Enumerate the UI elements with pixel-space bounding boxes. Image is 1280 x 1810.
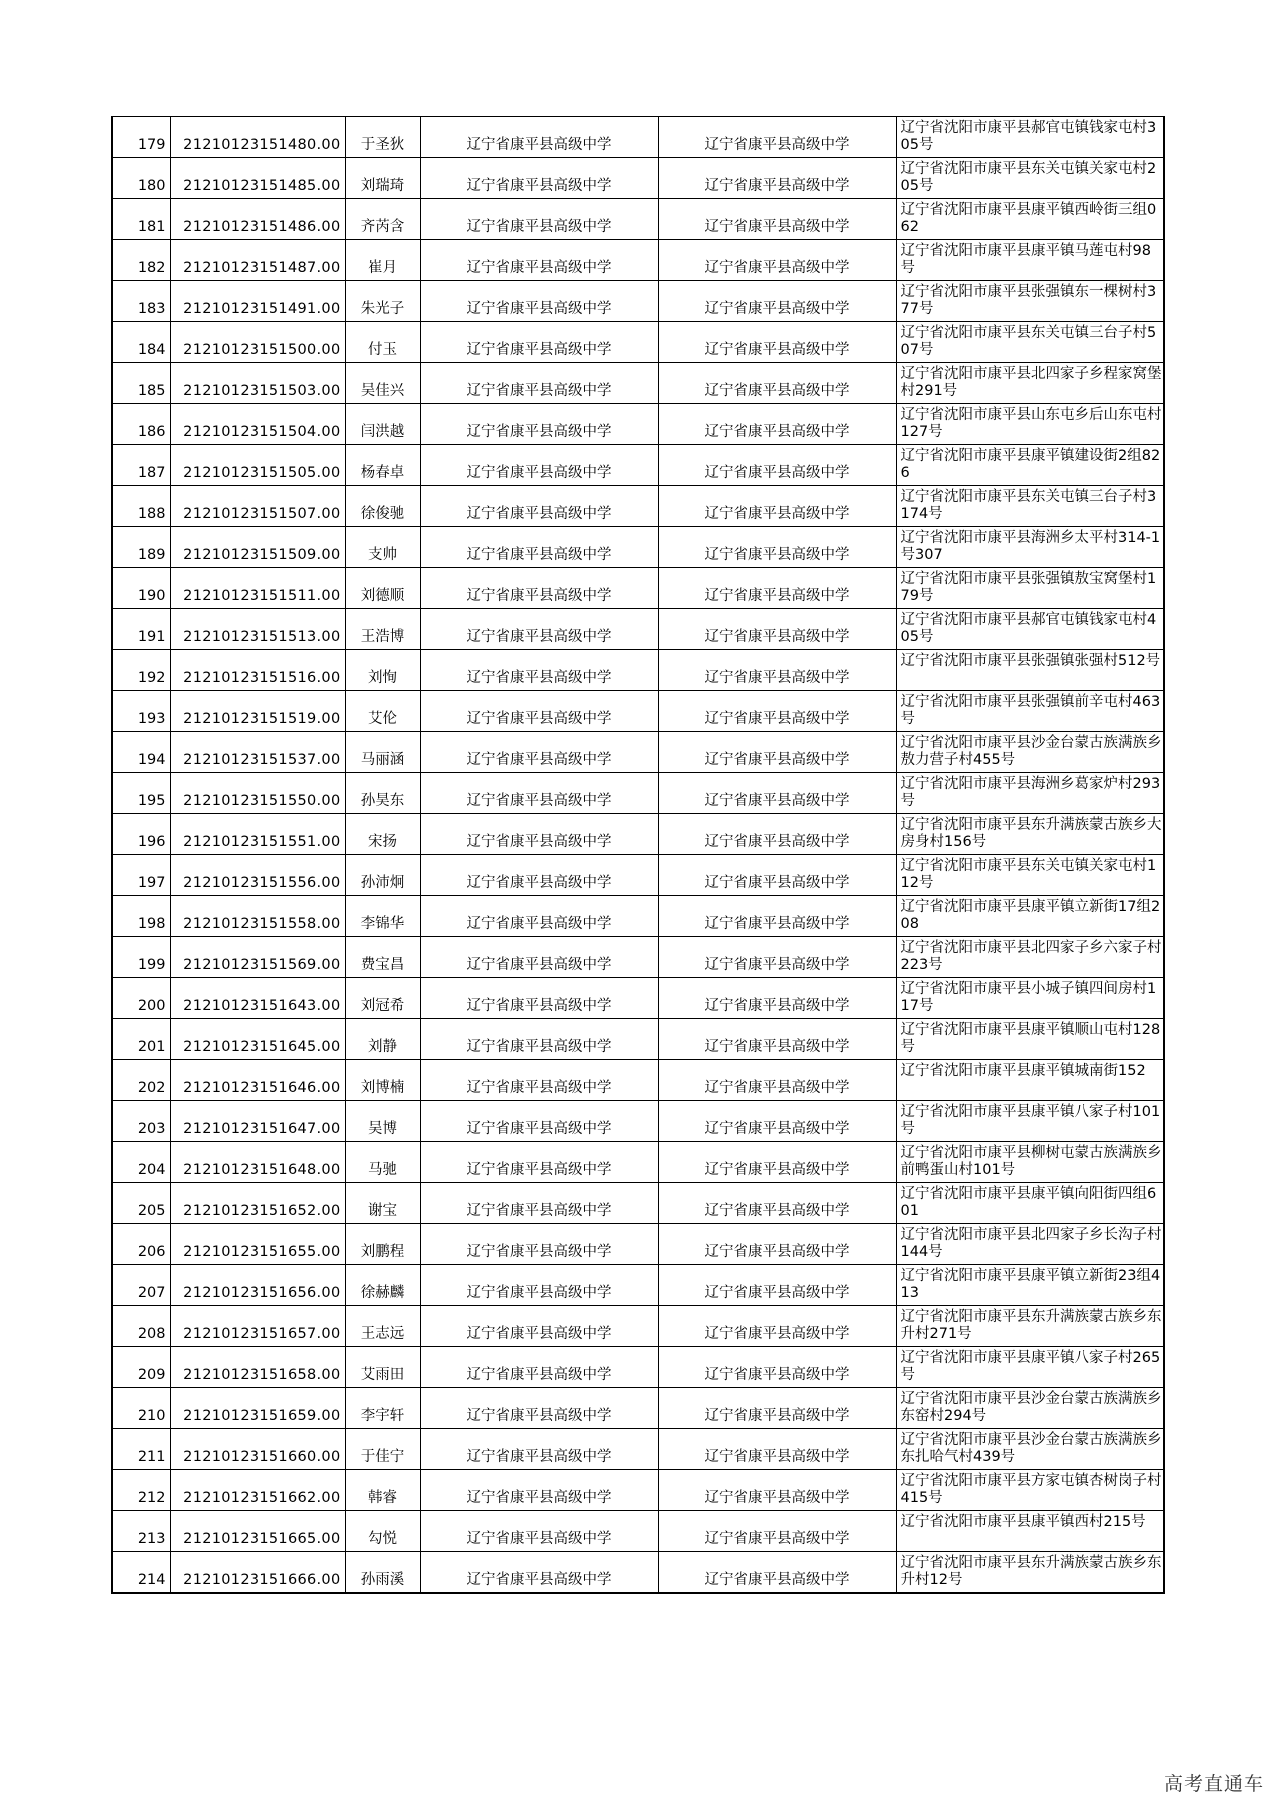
row-number-cell: 202 bbox=[112, 1060, 170, 1101]
graduation-school-cell: 辽宁省康平县高级中学 bbox=[658, 568, 896, 609]
student-name-cell: 马驰 bbox=[345, 1142, 420, 1183]
address-text: 辽宁省沈阳市康平县东升满族蒙古族乡东升村12号 bbox=[900, 1555, 1162, 1588]
table-row bbox=[112, 609, 1164, 650]
address-cell bbox=[896, 1470, 1164, 1511]
table-row bbox=[112, 732, 1164, 773]
school-cell: 辽宁省康平县高级中学 bbox=[420, 117, 658, 158]
school-cell: 辽宁省康平县高级中学 bbox=[420, 1224, 658, 1265]
graduation-school-cell: 辽宁省康平县高级中学 bbox=[658, 1552, 896, 1593]
graduation-school-cell: 辽宁省康平县高级中学 bbox=[658, 445, 896, 486]
row-number-cell: 180 bbox=[112, 158, 170, 199]
school-cell: 辽宁省康平县高级中学 bbox=[420, 1265, 658, 1306]
graduation-school-cell: 辽宁省康平县高级中学 bbox=[658, 937, 896, 978]
student-name-cell: 艾伦 bbox=[345, 691, 420, 732]
address-text: 辽宁省沈阳市康平县康平镇西岭街三组062 bbox=[900, 202, 1157, 235]
address-text: 辽宁省沈阳市康平县康平镇八家子村265号 bbox=[900, 1350, 1161, 1383]
row-number-cell: 179 bbox=[112, 117, 170, 158]
address-cell bbox=[896, 1265, 1164, 1306]
exam-id-cell: 21210123151660.00 bbox=[170, 1429, 345, 1470]
graduation-school-cell: 辽宁省康平县高级中学 bbox=[658, 1429, 896, 1470]
row-number-cell: 209 bbox=[112, 1347, 170, 1388]
table-row bbox=[112, 527, 1164, 568]
address-cell bbox=[896, 527, 1164, 568]
address-text: 辽宁省沈阳市康平县东关屯镇关家屯村112号 bbox=[900, 858, 1157, 891]
address-text: 辽宁省沈阳市康平县康平镇城南街152 bbox=[900, 1063, 1146, 1079]
address-cell bbox=[896, 732, 1164, 773]
row-number-cell: 211 bbox=[112, 1429, 170, 1470]
student-name-cell: 于佳宁 bbox=[345, 1429, 420, 1470]
row-number-cell: 184 bbox=[112, 322, 170, 363]
school-cell: 辽宁省康平县高级中学 bbox=[420, 240, 658, 281]
student-name-cell: 孙雨溪 bbox=[345, 1552, 420, 1593]
table-row bbox=[112, 1183, 1164, 1224]
address-cell bbox=[896, 814, 1164, 855]
table-row bbox=[112, 1388, 1164, 1429]
graduation-school-cell: 辽宁省康平县高级中学 bbox=[658, 650, 896, 691]
table-row bbox=[112, 1470, 1164, 1511]
row-number-cell: 195 bbox=[112, 773, 170, 814]
graduation-school-cell: 辽宁省康平县高级中学 bbox=[658, 1388, 896, 1429]
exam-id-cell: 21210123151551.00 bbox=[170, 814, 345, 855]
address-text: 辽宁省沈阳市康平县东关屯镇三台子村3174号 bbox=[900, 489, 1157, 522]
row-number-cell: 193 bbox=[112, 691, 170, 732]
student-name-cell: 刘德顺 bbox=[345, 568, 420, 609]
table-row bbox=[112, 1019, 1164, 1060]
graduation-school-cell: 辽宁省康平县高级中学 bbox=[658, 732, 896, 773]
exam-id-cell: 21210123151505.00 bbox=[170, 445, 345, 486]
table-row bbox=[112, 814, 1164, 855]
address-cell bbox=[896, 650, 1164, 691]
address-text: 辽宁省沈阳市康平县康平镇马莲屯村98号 bbox=[900, 243, 1151, 276]
table-row bbox=[112, 855, 1164, 896]
exam-id-cell: 21210123151503.00 bbox=[170, 363, 345, 404]
school-cell: 辽宁省康平县高级中学 bbox=[420, 609, 658, 650]
address-cell bbox=[896, 568, 1164, 609]
student-name-cell: 宋扬 bbox=[345, 814, 420, 855]
address-text: 辽宁省沈阳市康平县康平镇顺山屯村128号 bbox=[900, 1022, 1161, 1055]
school-cell: 辽宁省康平县高级中学 bbox=[420, 1347, 658, 1388]
table-row bbox=[112, 650, 1164, 691]
address-cell bbox=[896, 240, 1164, 281]
graduation-school-cell: 辽宁省康平县高级中学 bbox=[658, 240, 896, 281]
table-row bbox=[112, 1429, 1164, 1470]
school-cell: 辽宁省康平县高级中学 bbox=[420, 1552, 658, 1593]
address-text: 辽宁省沈阳市康平县东关屯镇关家屯村205号 bbox=[900, 161, 1157, 194]
table-row bbox=[112, 322, 1164, 363]
school-cell: 辽宁省康平县高级中学 bbox=[420, 158, 658, 199]
exam-id-cell: 21210123151655.00 bbox=[170, 1224, 345, 1265]
student-name-cell: 孙沛炯 bbox=[345, 855, 420, 896]
address-cell bbox=[896, 486, 1164, 527]
address-cell bbox=[896, 1183, 1164, 1224]
student-roster-table bbox=[111, 116, 1165, 1594]
row-number-cell: 207 bbox=[112, 1265, 170, 1306]
school-cell: 辽宁省康平县高级中学 bbox=[420, 1429, 658, 1470]
student-name-cell: 王志远 bbox=[345, 1306, 420, 1347]
address-cell bbox=[896, 1388, 1164, 1429]
row-number-cell: 181 bbox=[112, 199, 170, 240]
address-cell bbox=[896, 1060, 1164, 1101]
student-name-cell: 孙昊东 bbox=[345, 773, 420, 814]
exam-id-cell: 21210123151487.00 bbox=[170, 240, 345, 281]
student-name-cell: 勾悦 bbox=[345, 1511, 420, 1552]
graduation-school-cell: 辽宁省康平县高级中学 bbox=[658, 158, 896, 199]
student-name-cell: 齐芮含 bbox=[345, 199, 420, 240]
address-text: 辽宁省沈阳市康平县方家屯镇杏树岗子村415号 bbox=[900, 1473, 1162, 1506]
exam-id-cell: 21210123151643.00 bbox=[170, 978, 345, 1019]
exam-id-cell: 21210123151485.00 bbox=[170, 158, 345, 199]
table-row bbox=[112, 1224, 1164, 1265]
graduation-school-cell: 辽宁省康平县高级中学 bbox=[658, 855, 896, 896]
table-row bbox=[112, 281, 1164, 322]
row-number-cell: 199 bbox=[112, 937, 170, 978]
row-number-cell: 200 bbox=[112, 978, 170, 1019]
school-cell: 辽宁省康平县高级中学 bbox=[420, 855, 658, 896]
table-row bbox=[112, 1306, 1164, 1347]
school-cell: 辽宁省康平县高级中学 bbox=[420, 650, 658, 691]
student-name-cell: 韩睿 bbox=[345, 1470, 420, 1511]
row-number-cell: 198 bbox=[112, 896, 170, 937]
address-text: 辽宁省沈阳市康平县康平镇立新街23组413 bbox=[900, 1268, 1161, 1301]
address-cell bbox=[896, 1019, 1164, 1060]
row-number-cell: 213 bbox=[112, 1511, 170, 1552]
row-number-cell: 194 bbox=[112, 732, 170, 773]
exam-id-cell: 21210123151666.00 bbox=[170, 1552, 345, 1593]
address-cell bbox=[896, 445, 1164, 486]
school-cell: 辽宁省康平县高级中学 bbox=[420, 486, 658, 527]
exam-id-cell: 21210123151648.00 bbox=[170, 1142, 345, 1183]
address-cell bbox=[896, 937, 1164, 978]
exam-id-cell: 21210123151486.00 bbox=[170, 199, 345, 240]
student-name-cell: 徐俊驰 bbox=[345, 486, 420, 527]
student-name-cell: 付玉 bbox=[345, 322, 420, 363]
watermark-text: 高考直通车 bbox=[1163, 1773, 1264, 1795]
school-cell: 辽宁省康平县高级中学 bbox=[420, 1060, 658, 1101]
student-name-cell: 徐赫麟 bbox=[345, 1265, 420, 1306]
graduation-school-cell: 辽宁省康平县高级中学 bbox=[658, 814, 896, 855]
graduation-school-cell: 辽宁省康平县高级中学 bbox=[658, 1265, 896, 1306]
school-cell: 辽宁省康平县高级中学 bbox=[420, 773, 658, 814]
student-name-cell: 杨春卓 bbox=[345, 445, 420, 486]
graduation-school-cell: 辽宁省康平县高级中学 bbox=[658, 281, 896, 322]
exam-id-cell: 21210123151556.00 bbox=[170, 855, 345, 896]
row-number-cell: 183 bbox=[112, 281, 170, 322]
school-cell: 辽宁省康平县高级中学 bbox=[420, 363, 658, 404]
graduation-school-cell: 辽宁省康平县高级中学 bbox=[658, 1347, 896, 1388]
row-number-cell: 188 bbox=[112, 486, 170, 527]
address-text: 辽宁省沈阳市康平县北四家子乡长沟子村144号 bbox=[900, 1227, 1162, 1260]
table-row bbox=[112, 199, 1164, 240]
exam-id-cell: 21210123151519.00 bbox=[170, 691, 345, 732]
address-cell bbox=[896, 1552, 1164, 1593]
graduation-school-cell: 辽宁省康平县高级中学 bbox=[658, 691, 896, 732]
table-body bbox=[112, 117, 1164, 1593]
address-text: 辽宁省沈阳市康平县东升满族蒙古族乡东升村271号 bbox=[900, 1309, 1162, 1342]
table-row bbox=[112, 240, 1164, 281]
exam-id-cell: 21210123151516.00 bbox=[170, 650, 345, 691]
school-cell: 辽宁省康平县高级中学 bbox=[420, 937, 658, 978]
graduation-school-cell: 辽宁省康平县高级中学 bbox=[658, 404, 896, 445]
student-name-cell: 朱光子 bbox=[345, 281, 420, 322]
school-cell: 辽宁省康平县高级中学 bbox=[420, 691, 658, 732]
address-text: 辽宁省沈阳市康平县东关屯镇三台子村507号 bbox=[900, 325, 1157, 358]
exam-id-cell: 21210123151658.00 bbox=[170, 1347, 345, 1388]
row-number-cell: 197 bbox=[112, 855, 170, 896]
student-name-cell: 马丽涵 bbox=[345, 732, 420, 773]
exam-id-cell: 21210123151509.00 bbox=[170, 527, 345, 568]
student-name-cell: 吴佳兴 bbox=[345, 363, 420, 404]
exam-id-cell: 21210123151656.00 bbox=[170, 1265, 345, 1306]
address-cell bbox=[896, 773, 1164, 814]
table-row bbox=[112, 691, 1164, 732]
row-number-cell: 201 bbox=[112, 1019, 170, 1060]
address-text: 辽宁省沈阳市康平县张强镇敖宝窝堡村179号 bbox=[900, 571, 1157, 604]
exam-id-cell: 21210123151480.00 bbox=[170, 117, 345, 158]
row-number-cell: 210 bbox=[112, 1388, 170, 1429]
table-row bbox=[112, 1552, 1164, 1593]
graduation-school-cell: 辽宁省康平县高级中学 bbox=[658, 1019, 896, 1060]
row-number-cell: 190 bbox=[112, 568, 170, 609]
address-text: 辽宁省沈阳市康平县康平镇建设街2组826 bbox=[900, 448, 1161, 481]
address-text: 辽宁省沈阳市康平县康平镇西村215号 bbox=[900, 1514, 1146, 1530]
graduation-school-cell: 辽宁省康平县高级中学 bbox=[658, 773, 896, 814]
graduation-school-cell: 辽宁省康平县高级中学 bbox=[658, 609, 896, 650]
address-cell bbox=[896, 855, 1164, 896]
student-name-cell: 李锦华 bbox=[345, 896, 420, 937]
exam-id-cell: 21210123151511.00 bbox=[170, 568, 345, 609]
school-cell: 辽宁省康平县高级中学 bbox=[420, 1183, 658, 1224]
school-cell: 辽宁省康平县高级中学 bbox=[420, 404, 658, 445]
student-name-cell: 谢宝 bbox=[345, 1183, 420, 1224]
school-cell: 辽宁省康平县高级中学 bbox=[420, 1101, 658, 1142]
graduation-school-cell: 辽宁省康平县高级中学 bbox=[658, 363, 896, 404]
student-name-cell: 崔月 bbox=[345, 240, 420, 281]
address-cell bbox=[896, 896, 1164, 937]
student-name-cell: 费宝昌 bbox=[345, 937, 420, 978]
school-cell: 辽宁省康平县高级中学 bbox=[420, 199, 658, 240]
row-number-cell: 196 bbox=[112, 814, 170, 855]
graduation-school-cell: 辽宁省康平县高级中学 bbox=[658, 527, 896, 568]
school-cell: 辽宁省康平县高级中学 bbox=[420, 322, 658, 363]
exam-id-cell: 21210123151507.00 bbox=[170, 486, 345, 527]
address-text: 辽宁省沈阳市康平县沙金台蒙古族满族乡东窑村294号 bbox=[900, 1391, 1162, 1424]
address-text: 辽宁省沈阳市康平县小城子镇四间房村117号 bbox=[900, 981, 1157, 1014]
exam-id-cell: 21210123151504.00 bbox=[170, 404, 345, 445]
table-row bbox=[112, 404, 1164, 445]
graduation-school-cell: 辽宁省康平县高级中学 bbox=[658, 199, 896, 240]
address-cell bbox=[896, 199, 1164, 240]
student-name-cell: 于圣狄 bbox=[345, 117, 420, 158]
address-text: 辽宁省沈阳市康平县沙金台蒙古族满族乡敖力营子村455号 bbox=[900, 735, 1162, 768]
address-cell bbox=[896, 1511, 1164, 1552]
row-number-cell: 187 bbox=[112, 445, 170, 486]
exam-id-cell: 21210123151537.00 bbox=[170, 732, 345, 773]
table-row bbox=[112, 1511, 1164, 1552]
row-number-cell: 203 bbox=[112, 1101, 170, 1142]
school-cell: 辽宁省康平县高级中学 bbox=[420, 896, 658, 937]
table-row bbox=[112, 158, 1164, 199]
address-cell bbox=[896, 691, 1164, 732]
exam-id-cell: 21210123151500.00 bbox=[170, 322, 345, 363]
address-text: 辽宁省沈阳市康平县康平镇立新街17组208 bbox=[900, 899, 1161, 932]
school-cell: 辽宁省康平县高级中学 bbox=[420, 1388, 658, 1429]
table-row bbox=[112, 1142, 1164, 1183]
row-number-cell: 192 bbox=[112, 650, 170, 691]
table-row bbox=[112, 1101, 1164, 1142]
address-cell bbox=[896, 1347, 1164, 1388]
row-number-cell: 214 bbox=[112, 1552, 170, 1593]
address-cell bbox=[896, 1306, 1164, 1347]
graduation-school-cell: 辽宁省康平县高级中学 bbox=[658, 1511, 896, 1552]
row-number-cell: 212 bbox=[112, 1470, 170, 1511]
address-cell bbox=[896, 158, 1164, 199]
exam-id-cell: 21210123151645.00 bbox=[170, 1019, 345, 1060]
school-cell: 辽宁省康平县高级中学 bbox=[420, 568, 658, 609]
address-cell bbox=[896, 1224, 1164, 1265]
student-name-cell: 闫洪越 bbox=[345, 404, 420, 445]
graduation-school-cell: 辽宁省康平县高级中学 bbox=[658, 978, 896, 1019]
table-row bbox=[112, 117, 1164, 158]
address-cell bbox=[896, 322, 1164, 363]
school-cell: 辽宁省康平县高级中学 bbox=[420, 445, 658, 486]
address-cell bbox=[896, 1142, 1164, 1183]
address-text: 辽宁省沈阳市康平县海洲乡太平村314-1号307 bbox=[900, 530, 1161, 563]
row-number-cell: 182 bbox=[112, 240, 170, 281]
row-number-cell: 186 bbox=[112, 404, 170, 445]
address-cell bbox=[896, 978, 1164, 1019]
graduation-school-cell: 辽宁省康平县高级中学 bbox=[658, 117, 896, 158]
table-row bbox=[112, 1265, 1164, 1306]
school-cell: 辽宁省康平县高级中学 bbox=[420, 281, 658, 322]
address-text: 辽宁省沈阳市康平县山东屯乡后山东屯村127号 bbox=[900, 407, 1162, 440]
address-text: 辽宁省沈阳市康平县柳树屯蒙古族满族乡前鸭蛋山村101号 bbox=[900, 1145, 1162, 1178]
address-text: 辽宁省沈阳市康平县郝官屯镇钱家屯村405号 bbox=[900, 612, 1157, 645]
table-row bbox=[112, 1347, 1164, 1388]
school-cell: 辽宁省康平县高级中学 bbox=[420, 1306, 658, 1347]
graduation-school-cell: 辽宁省康平县高级中学 bbox=[658, 1101, 896, 1142]
address-cell bbox=[896, 404, 1164, 445]
student-name-cell: 刘鹏程 bbox=[345, 1224, 420, 1265]
student-name-cell: 李宇轩 bbox=[345, 1388, 420, 1429]
address-text: 辽宁省沈阳市康平县沙金台蒙古族满族乡东扎哈气村439号 bbox=[900, 1432, 1162, 1465]
exam-id-cell: 21210123151646.00 bbox=[170, 1060, 345, 1101]
exam-id-cell: 21210123151657.00 bbox=[170, 1306, 345, 1347]
address-text: 辽宁省沈阳市康平县张强镇张强村512号 bbox=[900, 653, 1161, 669]
table-row bbox=[112, 978, 1164, 1019]
graduation-school-cell: 辽宁省康平县高级中学 bbox=[658, 322, 896, 363]
table-row bbox=[112, 773, 1164, 814]
row-number-cell: 205 bbox=[112, 1183, 170, 1224]
graduation-school-cell: 辽宁省康平县高级中学 bbox=[658, 1470, 896, 1511]
student-name-cell: 支帅 bbox=[345, 527, 420, 568]
row-number-cell: 206 bbox=[112, 1224, 170, 1265]
address-cell bbox=[896, 1101, 1164, 1142]
address-text: 辽宁省沈阳市康平县北四家子乡六家子村223号 bbox=[900, 940, 1162, 973]
row-number-cell: 204 bbox=[112, 1142, 170, 1183]
student-name-cell: 王浩博 bbox=[345, 609, 420, 650]
graduation-school-cell: 辽宁省康平县高级中学 bbox=[658, 1142, 896, 1183]
address-text: 辽宁省沈阳市康平县张强镇前辛屯村463号 bbox=[900, 694, 1161, 727]
row-number-cell: 185 bbox=[112, 363, 170, 404]
graduation-school-cell: 辽宁省康平县高级中学 bbox=[658, 1060, 896, 1101]
exam-id-cell: 21210123151569.00 bbox=[170, 937, 345, 978]
table-row bbox=[112, 486, 1164, 527]
school-cell: 辽宁省康平县高级中学 bbox=[420, 1511, 658, 1552]
student-name-cell: 艾雨田 bbox=[345, 1347, 420, 1388]
address-text: 辽宁省沈阳市康平县北四家子乡程家窝堡村291号 bbox=[900, 366, 1162, 399]
graduation-school-cell: 辽宁省康平县高级中学 bbox=[658, 896, 896, 937]
graduation-school-cell: 辽宁省康平县高级中学 bbox=[658, 1183, 896, 1224]
student-name-cell: 刘冠希 bbox=[345, 978, 420, 1019]
address-text: 辽宁省沈阳市康平县康平镇向阳街四组601 bbox=[900, 1186, 1157, 1219]
address-cell bbox=[896, 363, 1164, 404]
school-cell: 辽宁省康平县高级中学 bbox=[420, 1142, 658, 1183]
student-name-cell: 吴博 bbox=[345, 1101, 420, 1142]
row-number-cell: 191 bbox=[112, 609, 170, 650]
address-text: 辽宁省沈阳市康平县张强镇东一棵树村377号 bbox=[900, 284, 1157, 317]
school-cell: 辽宁省康平县高级中学 bbox=[420, 1470, 658, 1511]
graduation-school-cell: 辽宁省康平县高级中学 bbox=[658, 1224, 896, 1265]
address-text: 辽宁省沈阳市康平县康平镇八家子村101号 bbox=[900, 1104, 1161, 1137]
row-number-cell: 208 bbox=[112, 1306, 170, 1347]
address-cell bbox=[896, 117, 1164, 158]
table-row bbox=[112, 937, 1164, 978]
table-row bbox=[112, 363, 1164, 404]
student-name-cell: 刘静 bbox=[345, 1019, 420, 1060]
student-name-cell: 刘博楠 bbox=[345, 1060, 420, 1101]
exam-id-cell: 21210123151662.00 bbox=[170, 1470, 345, 1511]
address-text: 辽宁省沈阳市康平县郝官屯镇钱家屯村305号 bbox=[900, 120, 1157, 153]
school-cell: 辽宁省康平县高级中学 bbox=[420, 978, 658, 1019]
exam-id-cell: 21210123151558.00 bbox=[170, 896, 345, 937]
table-row bbox=[112, 445, 1164, 486]
address-cell bbox=[896, 281, 1164, 322]
graduation-school-cell: 辽宁省康平县高级中学 bbox=[658, 486, 896, 527]
table-row bbox=[112, 896, 1164, 937]
address-cell bbox=[896, 1429, 1164, 1470]
address-text: 辽宁省沈阳市康平县海洲乡葛家炉村293号 bbox=[900, 776, 1161, 809]
graduation-school-cell: 辽宁省康平县高级中学 bbox=[658, 1306, 896, 1347]
school-cell: 辽宁省康平县高级中学 bbox=[420, 527, 658, 568]
school-cell: 辽宁省康平县高级中学 bbox=[420, 732, 658, 773]
exam-id-cell: 21210123151491.00 bbox=[170, 281, 345, 322]
row-number-cell: 189 bbox=[112, 527, 170, 568]
exam-id-cell: 21210123151550.00 bbox=[170, 773, 345, 814]
table-row bbox=[112, 1060, 1164, 1101]
address-cell bbox=[896, 609, 1164, 650]
exam-id-cell: 21210123151665.00 bbox=[170, 1511, 345, 1552]
school-cell: 辽宁省康平县高级中学 bbox=[420, 1019, 658, 1060]
student-name-cell: 刘恂 bbox=[345, 650, 420, 691]
exam-id-cell: 21210123151659.00 bbox=[170, 1388, 345, 1429]
exam-id-cell: 21210123151652.00 bbox=[170, 1183, 345, 1224]
address-text: 辽宁省沈阳市康平县东升满族蒙古族乡大房身村156号 bbox=[900, 817, 1162, 850]
school-cell: 辽宁省康平县高级中学 bbox=[420, 814, 658, 855]
student-name-cell: 刘瑞琦 bbox=[345, 158, 420, 199]
table-row bbox=[112, 568, 1164, 609]
exam-id-cell: 21210123151513.00 bbox=[170, 609, 345, 650]
exam-id-cell: 21210123151647.00 bbox=[170, 1101, 345, 1142]
